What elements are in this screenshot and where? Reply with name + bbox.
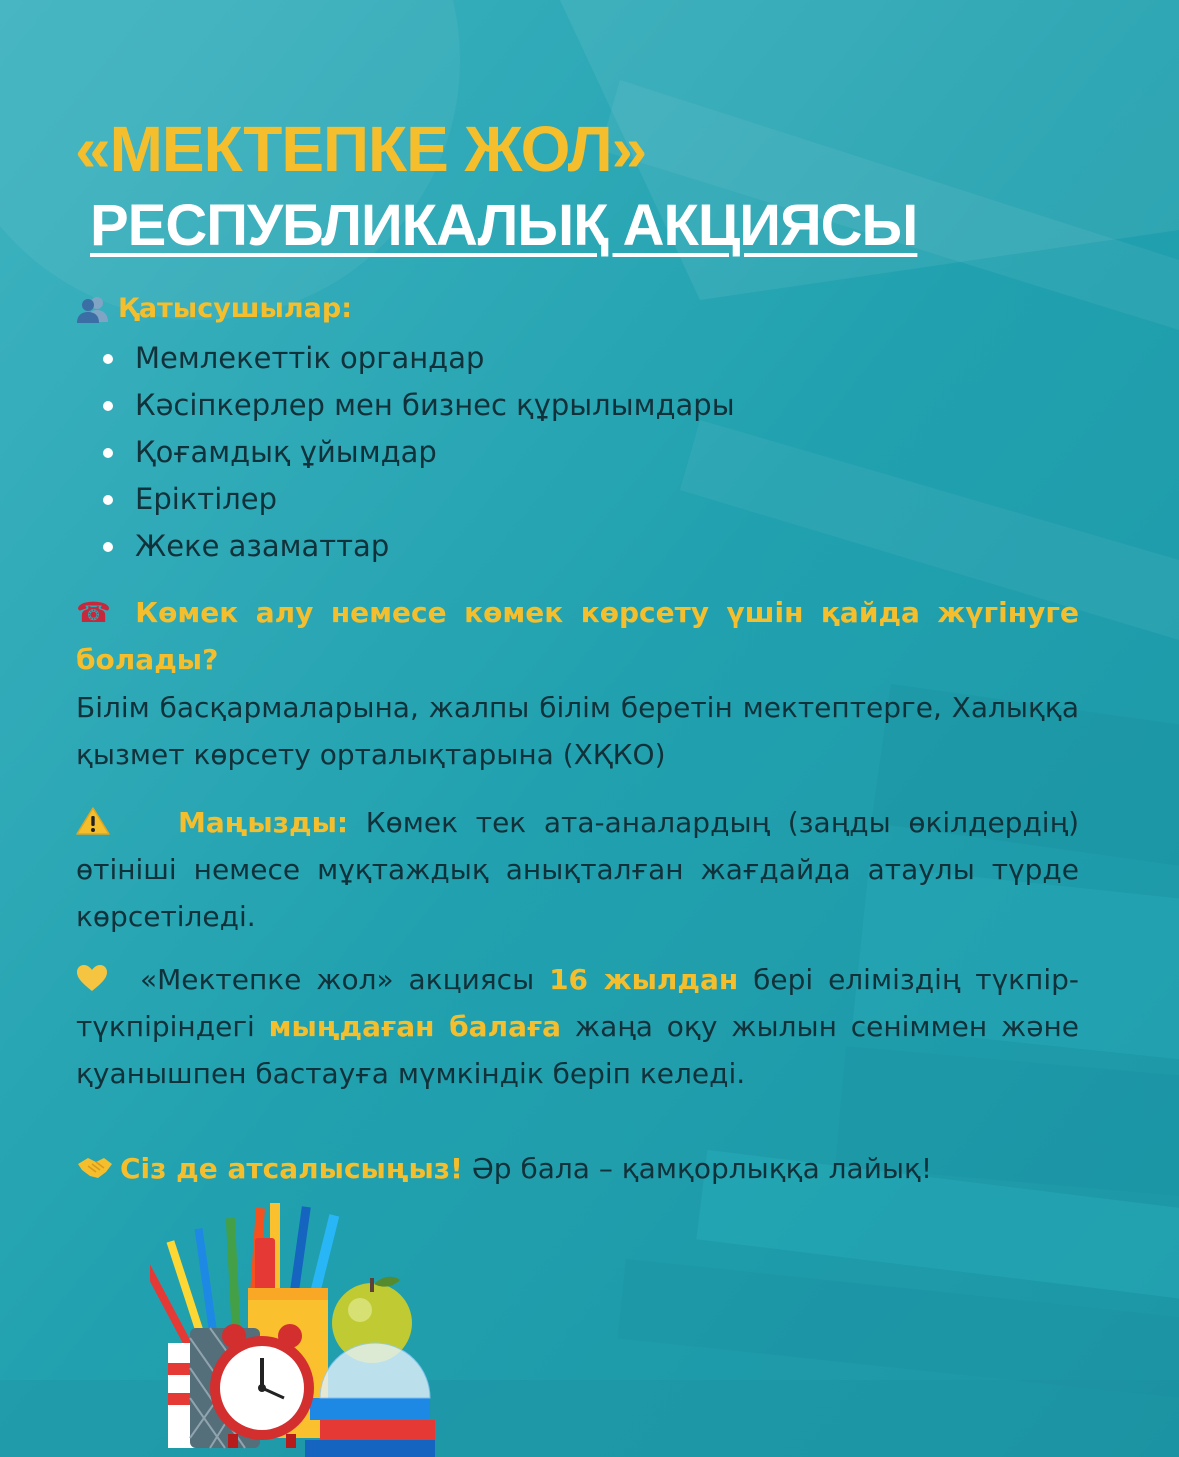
- call-to-action-highlight: Сіз де атсалысыңыз!: [120, 1152, 463, 1185]
- bullet-icon: [103, 495, 113, 505]
- heart-icon: [76, 964, 108, 992]
- title-line-2: РЕСПУБЛИКАЛЫҚ АКЦИЯСЫ: [90, 193, 918, 258]
- list-item: Еріктілер: [103, 476, 735, 523]
- help-question: [76, 589, 1079, 683]
- school-supplies-illustration: [150, 1198, 450, 1457]
- call-to-action: [76, 1145, 1079, 1192]
- bullet-icon: [103, 542, 113, 552]
- help-question-text: Көмек алу немесе көмек көрсету үшін қайда жүгінуге болады?: [76, 596, 1079, 676]
- years-paragraph: «Мектепке жол» акциясы 16 жылдан бері еліміздің түкпір-түкпіріндегі мыңдаған балаға жаңа оқу жылын сеніммен және қуанышпен бастауға мүмкіндік беріп келеді.: [76, 963, 1080, 1090]
- list-item: Кәсіпкерлер мен бизнес құрылымдары: [103, 382, 735, 429]
- handshake-icon: [76, 1154, 114, 1180]
- participants-list: [103, 335, 735, 570]
- people-icon: [76, 294, 110, 324]
- warning-icon: [76, 806, 110, 836]
- important-label: Маңызды:: [178, 806, 349, 839]
- list-item: Мемлекеттік органдар: [103, 335, 735, 382]
- list-item: Қоғамдық ұйымдар: [103, 429, 735, 476]
- bullet-icon: [103, 401, 113, 411]
- bullet-icon: [103, 448, 113, 458]
- phone-icon: ☎: [76, 596, 119, 629]
- participants-heading: [76, 293, 352, 324]
- list-item: Жеке азаматтар: [103, 523, 735, 570]
- call-to-action-text: Әр бала – қамқорлыққа лайық!: [471, 1152, 933, 1185]
- important-text: Көмек тек ата-аналардың (заңды өкілдердің) өтініші немесе мұқтаждық анықталған жағдайда атаулы түрде көрсетіледі.: [76, 806, 1080, 933]
- participants-heading-text: Қатысушылар:: [118, 293, 353, 324]
- important-note: [76, 799, 1079, 940]
- bullet-icon: [103, 354, 113, 364]
- help-answer: Білім басқармаларына, жалпы білім беретін мектептерге, Халыққа қызмет көрсету орталықтарына (ХҚКО): [76, 691, 1079, 771]
- title-line-1: «МЕКТЕПКЕ ЖОЛ»: [75, 113, 647, 185]
